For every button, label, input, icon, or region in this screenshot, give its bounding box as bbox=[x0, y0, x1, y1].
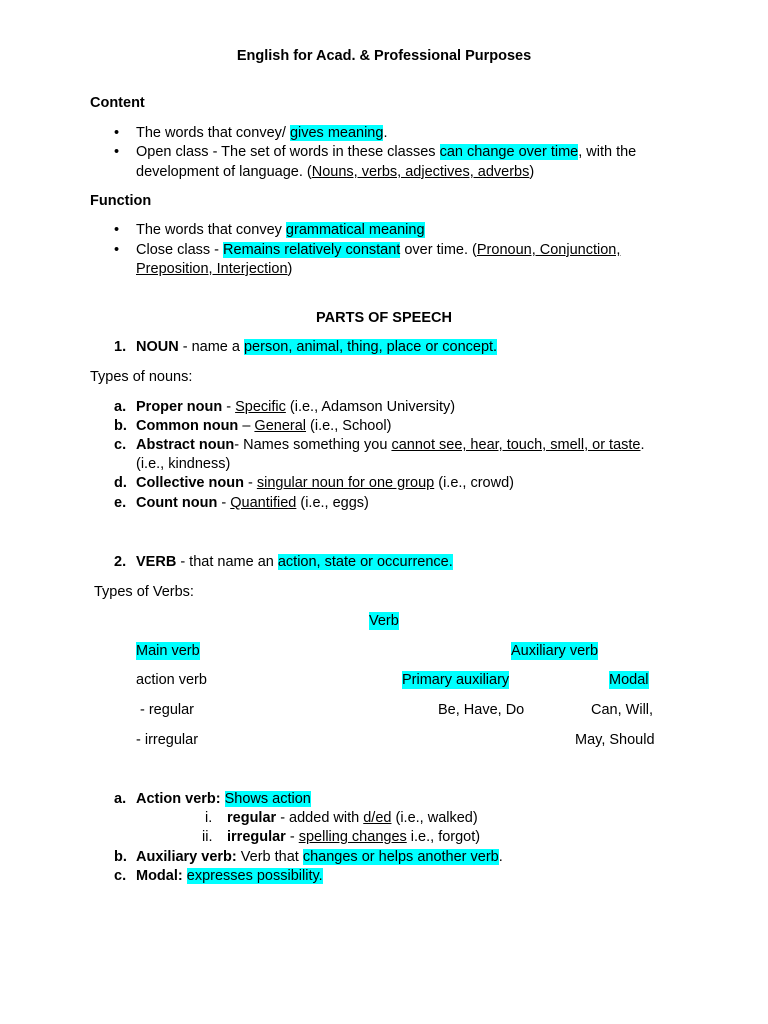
term: NOUN bbox=[136, 339, 179, 355]
text-run: . bbox=[640, 437, 645, 453]
list-letter: a. bbox=[114, 791, 127, 807]
highlight-text: grammatical meaning bbox=[285, 222, 425, 238]
list-item-text bbox=[136, 494, 369, 512]
highlight-text: expresses possibility. bbox=[186, 868, 323, 884]
highlight-text: Shows action bbox=[224, 791, 311, 807]
underlined-text: singular noun for one group bbox=[256, 475, 435, 491]
tree-action-verb: action verb bbox=[136, 672, 207, 688]
text-run: (i.e., Adamson University) bbox=[285, 399, 456, 415]
list-item-text bbox=[136, 417, 391, 435]
underlined-text: Preposition, Interjection bbox=[136, 261, 288, 277]
bullet-icon: • bbox=[114, 125, 120, 141]
tree-modal-examples-2: May, Should bbox=[575, 732, 655, 748]
noun-definition bbox=[136, 338, 497, 356]
term: Count noun bbox=[136, 495, 218, 511]
list-letter: e. bbox=[114, 495, 127, 511]
term: irregular bbox=[227, 829, 286, 845]
term: Abstract noun bbox=[136, 437, 235, 453]
highlight-text: can change over time bbox=[439, 144, 579, 160]
text-run: The words that convey bbox=[136, 222, 286, 238]
list-letter: c. bbox=[114, 868, 127, 884]
text-run: - name a bbox=[178, 339, 244, 355]
bullet-icon: • bbox=[114, 144, 120, 160]
list-letter: b. bbox=[114, 849, 127, 865]
text-run: - bbox=[285, 829, 299, 845]
text-run: - added with bbox=[276, 810, 364, 826]
list-letter: d. bbox=[114, 475, 127, 491]
text-run: (i.e., crowd) bbox=[434, 475, 514, 491]
text-run: . bbox=[383, 125, 388, 141]
term: Proper noun bbox=[136, 399, 223, 415]
underlined-text: Nouns, verbs, adjectives, adverbs bbox=[311, 164, 530, 180]
verb-types-label: Types of Verbs: bbox=[94, 584, 194, 600]
text-run: ) bbox=[529, 164, 535, 180]
term: Modal: bbox=[136, 868, 183, 884]
text-run: - bbox=[243, 475, 257, 491]
bullet-icon: • bbox=[114, 222, 120, 238]
list-letter: a. bbox=[114, 399, 127, 415]
bullet-text bbox=[136, 221, 425, 239]
list-number: 2. bbox=[114, 554, 127, 570]
tree-primary-auxiliary: Primary auxiliary bbox=[402, 672, 510, 688]
function-heading: Function bbox=[90, 193, 152, 209]
text-run: (i.e., eggs) bbox=[296, 495, 369, 511]
text-run: The words that convey/ bbox=[136, 125, 290, 141]
term: regular bbox=[227, 810, 277, 826]
list-letter: b. bbox=[114, 418, 127, 434]
highlight-text: person, animal, thing, place or concept. bbox=[243, 339, 498, 355]
underlined-text: Pronoun, Conjunction, bbox=[476, 242, 621, 258]
list-item-text bbox=[136, 867, 323, 885]
list-item-text bbox=[136, 398, 455, 416]
term: Common noun bbox=[136, 418, 239, 434]
list-item-text bbox=[136, 436, 645, 454]
document-title: English for Acad. & Professional Purposes bbox=[236, 48, 532, 64]
bullet-icon: • bbox=[114, 242, 120, 258]
text-run: development of language. ( bbox=[136, 164, 312, 180]
list-item-text bbox=[136, 848, 503, 866]
text-run: over time. ( bbox=[400, 242, 477, 258]
term: Collective noun bbox=[136, 475, 244, 491]
text-run: - bbox=[217, 495, 231, 511]
highlight-text: changes or helps another verb bbox=[302, 849, 499, 865]
bullet-text bbox=[136, 124, 387, 142]
tree-irregular: - irregular bbox=[136, 732, 199, 748]
verb-definition bbox=[136, 553, 453, 571]
underlined-text: Quantified bbox=[230, 495, 297, 511]
underlined-text: spelling changes bbox=[298, 829, 407, 845]
sublist-number: i. bbox=[205, 810, 213, 826]
term: Action verb: bbox=[136, 791, 221, 807]
tree-auxiliary-verb: Auxiliary verb bbox=[511, 643, 599, 659]
sublist-item-text bbox=[227, 809, 478, 827]
text-run: ) bbox=[287, 261, 293, 277]
underlined-text: d/ed bbox=[363, 810, 392, 826]
content-heading: Content bbox=[90, 95, 145, 111]
highlight-text: gives meaning bbox=[289, 125, 384, 141]
list-item-text-line2: (i.e., kindness) bbox=[136, 456, 231, 472]
list-number: 1. bbox=[114, 339, 127, 355]
bullet-text bbox=[136, 241, 620, 259]
underlined-text: General bbox=[254, 418, 307, 434]
list-letter: c. bbox=[114, 437, 127, 453]
text-run: – bbox=[238, 418, 255, 434]
text-run: Close class - bbox=[136, 242, 224, 258]
term: VERB bbox=[136, 554, 177, 570]
underlined-text: cannot see, hear, touch, smell, or taste bbox=[391, 437, 641, 453]
highlight-text: Remains relatively constant bbox=[223, 242, 401, 258]
noun-types-label: Types of nouns: bbox=[90, 369, 193, 385]
parts-of-speech-heading: PARTS OF SPEECH bbox=[316, 310, 452, 326]
text-run: - bbox=[222, 399, 236, 415]
highlight-text: action, state or occurrence. bbox=[277, 554, 453, 570]
underlined-text: Specific bbox=[235, 399, 286, 415]
text-run: - Names something you bbox=[234, 437, 392, 453]
text-run: i.e., forgot) bbox=[406, 829, 481, 845]
tree-regular: - regular bbox=[140, 702, 194, 718]
text-run: , with the bbox=[578, 144, 637, 160]
sublist-item-text bbox=[227, 828, 480, 846]
text-run: . bbox=[498, 849, 503, 865]
tree-modal: Modal bbox=[609, 672, 649, 688]
tree-root: Verb bbox=[369, 613, 399, 629]
tree-main-verb: Main verb bbox=[136, 643, 200, 659]
sublist-number: ii. bbox=[202, 829, 213, 845]
text-run: Open class - The set of words in these classes bbox=[136, 144, 440, 160]
bullet-text-line2 bbox=[136, 260, 292, 278]
text-run: Verb that bbox=[236, 849, 303, 865]
list-item-text bbox=[136, 474, 514, 492]
term: Auxiliary verb: bbox=[136, 849, 237, 865]
text-run: (i.e., School) bbox=[306, 418, 392, 434]
bullet-text-line2 bbox=[136, 163, 534, 181]
text-run: - that name an bbox=[176, 554, 278, 570]
tree-modal-examples-1: Can, Will, bbox=[591, 702, 654, 718]
text-run: (i.e., walked) bbox=[391, 810, 478, 826]
bullet-text bbox=[136, 143, 636, 161]
tree-primary-examples: Be, Have, Do bbox=[438, 702, 525, 718]
list-item-text bbox=[136, 790, 311, 808]
